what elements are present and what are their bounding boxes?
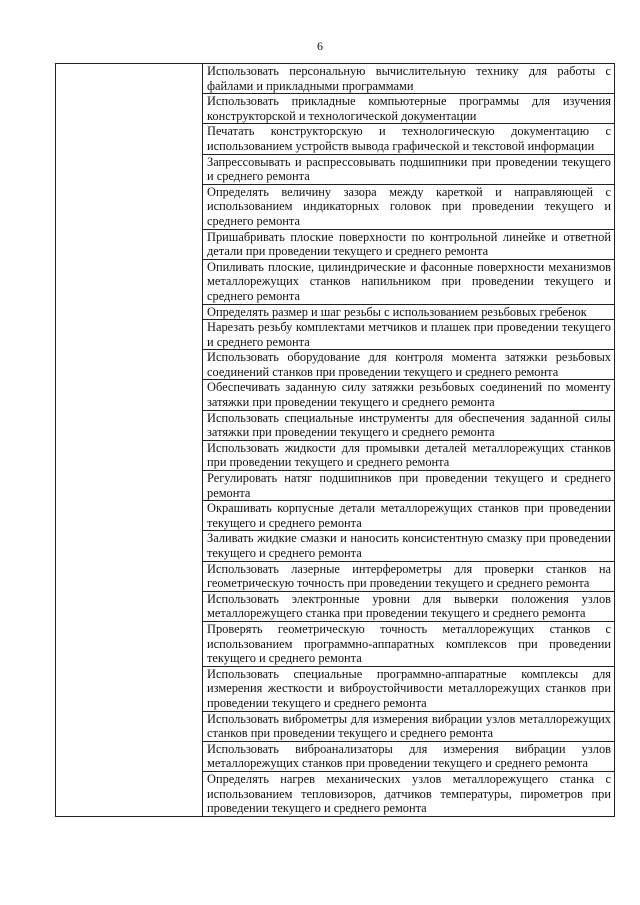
skill-cell — [203, 440, 615, 470]
skill-cell — [203, 304, 615, 320]
skill-cell — [203, 621, 615, 666]
skill-text: Использовать специальные инструменты для обеспечения заданной силы затяжки при проведении текущего и среднего ремонта — [207, 410, 611, 440]
skill-cell — [203, 531, 615, 561]
skill-text: Определять размер и шаг резьбы с использованием резьбовых гребенок — [207, 304, 587, 319]
skill-cell — [203, 666, 615, 711]
skill-cell — [203, 154, 615, 184]
skill-text: Запрессовывать и распрессовывать подшипники при проведении текущего и среднего ремонта — [207, 154, 611, 184]
skill-cell — [203, 741, 615, 771]
skill-text: Использовать оборудование для контроля момента затяжки резьбовых соединений станков при проведении текущего и среднего ремонта — [207, 350, 611, 379]
skill-text: Опиливать плоские, цилиндрические и фасонные поверхности механизмов металлорежущих станков напильником при проведении текущего и среднего ремонта — [207, 259, 611, 303]
skill-cell — [203, 471, 615, 501]
page-number: 6 — [317, 39, 323, 53]
skill-cell — [203, 124, 615, 154]
skills-table-body — [56, 64, 615, 817]
skill-text: Использовать персональную вычислительную технику для работы с файлами и прикладными программами — [207, 64, 611, 93]
skill-text: Использовать лазерные интерферометры для проверки станков на геометрическую точность при проведении текущего и среднего ремонта — [207, 561, 611, 591]
skill-cell — [203, 229, 615, 259]
skill-cell — [203, 259, 615, 304]
skill-cell — [203, 320, 615, 350]
skill-text: Использовать электронные уровни для выверки положения узлов металлорежущего станка при проведении текущего и среднего ремонта — [207, 591, 611, 621]
skill-cell — [203, 561, 615, 591]
skill-text: Окрашивать корпусные детали металлорежущих станков при проведении текущего и среднего ремонта — [207, 501, 611, 530]
skill-text: Использовать виброметры для измерения вибрации узлов металлорежущих станков при проведении текущего и среднего ремонта — [207, 711, 611, 741]
skill-cell — [203, 94, 615, 124]
skill-cell — [203, 380, 615, 410]
skill-text: Регулировать натяг подшипников при проведении текущего и среднего ремонта — [207, 471, 611, 500]
skill-text: Использовать виброанализаторы для измерения вибрации узлов металлорежущих станков при проведении текущего и среднего ремонта — [207, 741, 611, 771]
skill-text: Использовать жидкости для промывки деталей металлорежущих станков при проведении текущего и среднего ремонта — [207, 440, 611, 470]
skill-text: Использовать специальные программно-аппаратные комплексы для измерения жесткости и виброустойчивости металлорежущих станков при проведении текущего и среднего ремонта — [207, 666, 611, 710]
skill-text: Определять величину зазора между кареткой и направляющей с использованием индикаторных головок при проведении текущего и среднего ремонта — [207, 184, 611, 228]
table-row — [56, 64, 615, 94]
skill-cell — [203, 410, 615, 440]
skill-cell — [203, 711, 615, 741]
skill-text: Печатать конструкторскую и технологическую документацию с использованием устройств вывода графической и текстовой информации — [207, 124, 611, 153]
skill-text: Пришабривать плоские поверхности по контрольной линейке и ответной детали при проведении текущего и среднего ремонта — [207, 229, 611, 259]
skill-cell — [203, 350, 615, 380]
skills-table — [55, 63, 615, 817]
empty-left-cell — [56, 64, 203, 817]
skill-text: Заливать жидкие смазки и наносить консистентную смазку при проведении текущего и среднего ремонта — [207, 531, 611, 560]
skill-cell — [203, 591, 615, 621]
skill-cell — [203, 501, 615, 531]
skill-text: Нарезать резьбу комплектами метчиков и плашек при проведении текущего и среднего ремонта — [207, 320, 611, 349]
skill-text: Использовать прикладные компьютерные программы для изучения конструкторской и технологической документации — [207, 94, 611, 123]
skill-cell — [203, 184, 615, 229]
skill-text: Проверять геометрическую точность металлорежущих станков с использованием программно-аппаратных комплексов при проведении текущего и среднего ремонта — [207, 621, 611, 666]
skill-text: Обеспечивать заданную силу затяжки резьбовых соединений по моменту затяжки при проведении текущего и среднего ремонта — [207, 380, 611, 410]
skill-text: Определять нагрев механических узлов металлорежущего станка с использованием тепловизоров, датчиков температуры, пирометров при проведении текущего и среднего ремонта — [207, 771, 611, 816]
skill-cell — [203, 64, 615, 94]
skill-cell — [203, 771, 615, 816]
